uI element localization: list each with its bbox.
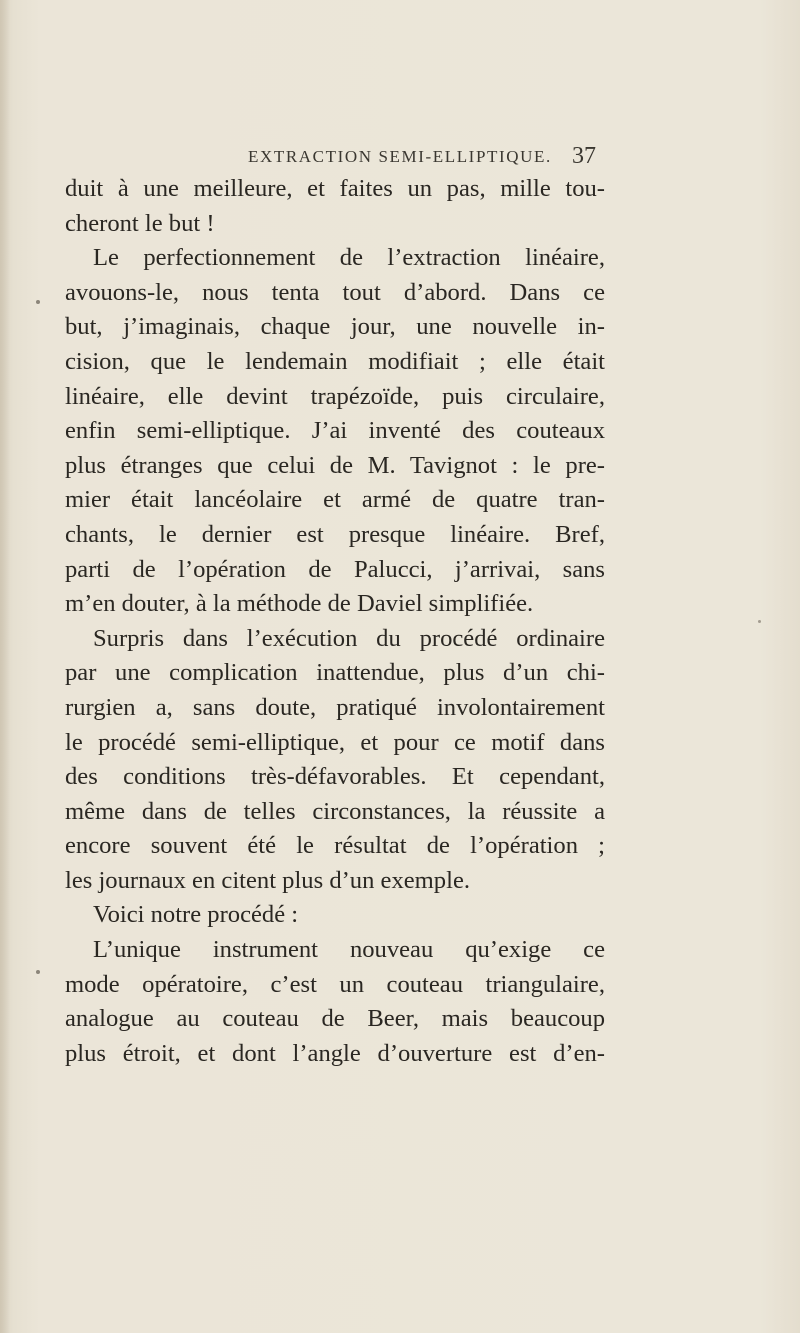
text-line: plus étranges que celui de M. Tavignot : le pre- bbox=[65, 451, 605, 479]
text-line: enfin semi-elliptique. J’ai inventé des couteaux bbox=[65, 417, 605, 445]
body-text bbox=[65, 172, 605, 1071]
text-line: linéaire, elle devint trapézoïde, puis circulaire, bbox=[65, 382, 605, 410]
text-line: duit à une meilleure, et faites un pas, mille tou- bbox=[65, 175, 605, 202]
page-number: 37 bbox=[572, 143, 596, 169]
text-line: encore souvent été le résultat de l’opération ; bbox=[65, 832, 605, 860]
paper-speck bbox=[36, 970, 40, 974]
text-line: mier était lancéolaire et armé de quatre tran- bbox=[65, 486, 605, 514]
text-line: le procédé semi-elliptique, et pour ce motif dans bbox=[65, 728, 605, 756]
running-title: EXTRACTION SEMI-ELLIPTIQUE. bbox=[248, 147, 552, 166]
running-head bbox=[0, 143, 800, 173]
text-line: plus étroit, et dont l’angle d’ouverture est d’en- bbox=[65, 1039, 605, 1067]
text-line: rurgien a, sans doute, pratiqué involontairement bbox=[65, 693, 605, 721]
paper-speck bbox=[36, 300, 40, 304]
text-line: mode opératoire, c’est un couteau triangulaire, bbox=[65, 970, 605, 998]
text-line: même dans de telles circonstances, la réussite a bbox=[65, 797, 605, 825]
page-binding-edge bbox=[0, 0, 10, 1333]
text-line: Voici notre procédé : bbox=[93, 901, 299, 929]
text-line: les journaux en citent plus d’un exemple. bbox=[65, 866, 471, 894]
text-line: but, j’imaginais, chaque jour, une nouvelle in- bbox=[65, 313, 605, 341]
text-line: chants, le dernier est presque linéaire. Bref, bbox=[65, 520, 605, 548]
text-line: analogue au couteau de Beer, mais beaucoup bbox=[65, 1005, 605, 1033]
text-line: par une complication inattendue, plus d’un chi- bbox=[65, 659, 605, 687]
text-line: Surpris dans l’exécution du procédé ordinaire bbox=[93, 624, 605, 652]
paper-speck bbox=[758, 620, 761, 623]
text-line: cheront le but ! bbox=[65, 209, 215, 237]
text-line: Le perfectionnement de l’extraction linéaire, bbox=[93, 244, 605, 272]
text-line: avouons-le, nous tenta tout d’abord. Dans ce bbox=[65, 278, 605, 306]
text-line: cision, que le lendemain modifiait ; elle était bbox=[65, 347, 605, 375]
text-line: des conditions très-défavorables. Et cependant, bbox=[65, 763, 605, 791]
text-line: L’unique instrument nouveau qu’exige ce bbox=[93, 936, 605, 964]
text-line: m’en douter, à la méthode de Daviel simplifiée. bbox=[65, 590, 534, 618]
text-line: parti de l’opération de Palucci, j’arrivai, sans bbox=[65, 555, 605, 583]
